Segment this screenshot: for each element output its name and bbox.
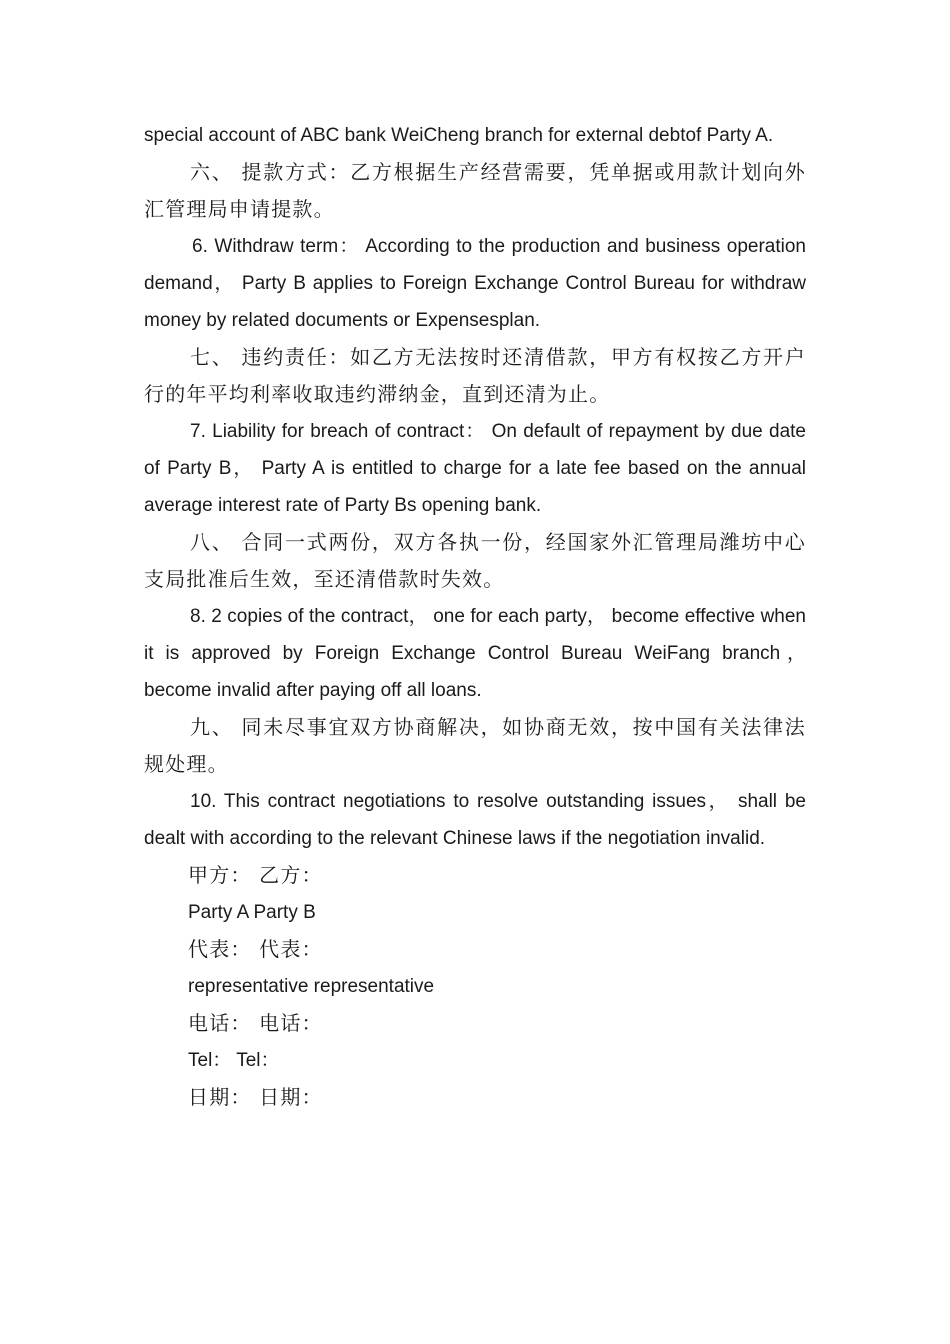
signature-representative-zh: 代表： 代表： (188, 937, 323, 961)
paragraph-outstanding-issues-zh: 九、 同未尽事宜双方协商解决，如协商无效，按中国有关法律法规处理。 (144, 715, 806, 776)
paragraph-withdraw-term-zh: 六、 提款方式：乙方根据生产经营需要，凭单据或用款计划向外汇管理局申请提款。 (144, 160, 806, 221)
paragraph-account-continuation: special account of ABC bank WeiCheng branch for external debtof Party A. (144, 125, 774, 146)
signature-tel-en: Tel： Tel： (188, 1050, 280, 1071)
signature-representative-en: representative representative (188, 976, 435, 997)
signature-parties-en: Party A Party B (188, 902, 316, 923)
signature-parties-zh: 甲方： 乙方： (188, 863, 323, 887)
paragraph-copies-en: 8. 2 copies of the contract， one for each party， become effective when it is approved by Foreign Exchange Control Bureau WeiFang branch， become invalid after paying off all loans. (144, 606, 806, 701)
paragraph-outstanding-issues-en: 10. This contract negotiations to resolve outstanding issues， shall be dealt with according to the relevant Chinese laws if the negotiation invalid. (144, 791, 806, 849)
signature-block (144, 857, 806, 1116)
paragraph-withdraw-term-en: 6. Withdraw term： According to the production and business operation demand， Party B applies to Foreign Exchange Control Bureau for withdraw money by related documents or Expensesplan. (144, 236, 806, 331)
document-body (144, 117, 806, 1116)
paragraph-liability-zh: 七、 违约责任：如乙方无法按时还清借款，甲方有权按乙方开户行的年平均利率收取违约滞纳金，直到还清为止。 (144, 345, 806, 406)
signature-date-zh: 日期： 日期： (188, 1085, 323, 1109)
paragraph-liability-en: 7. Liability for breach of contract： On default of repayment by due date of Party B， Party A is entitled to charge for a late fee based on the annual average interest rate of Party Bs opening bank. (144, 421, 806, 516)
signature-tel-zh: 电话： 电话： (188, 1011, 323, 1035)
paragraph-copies-zh: 八、 合同一式两份，双方各执一份，经国家外汇管理局潍坊中心支局批准后生效，至还清借款时失效。 (144, 530, 806, 591)
